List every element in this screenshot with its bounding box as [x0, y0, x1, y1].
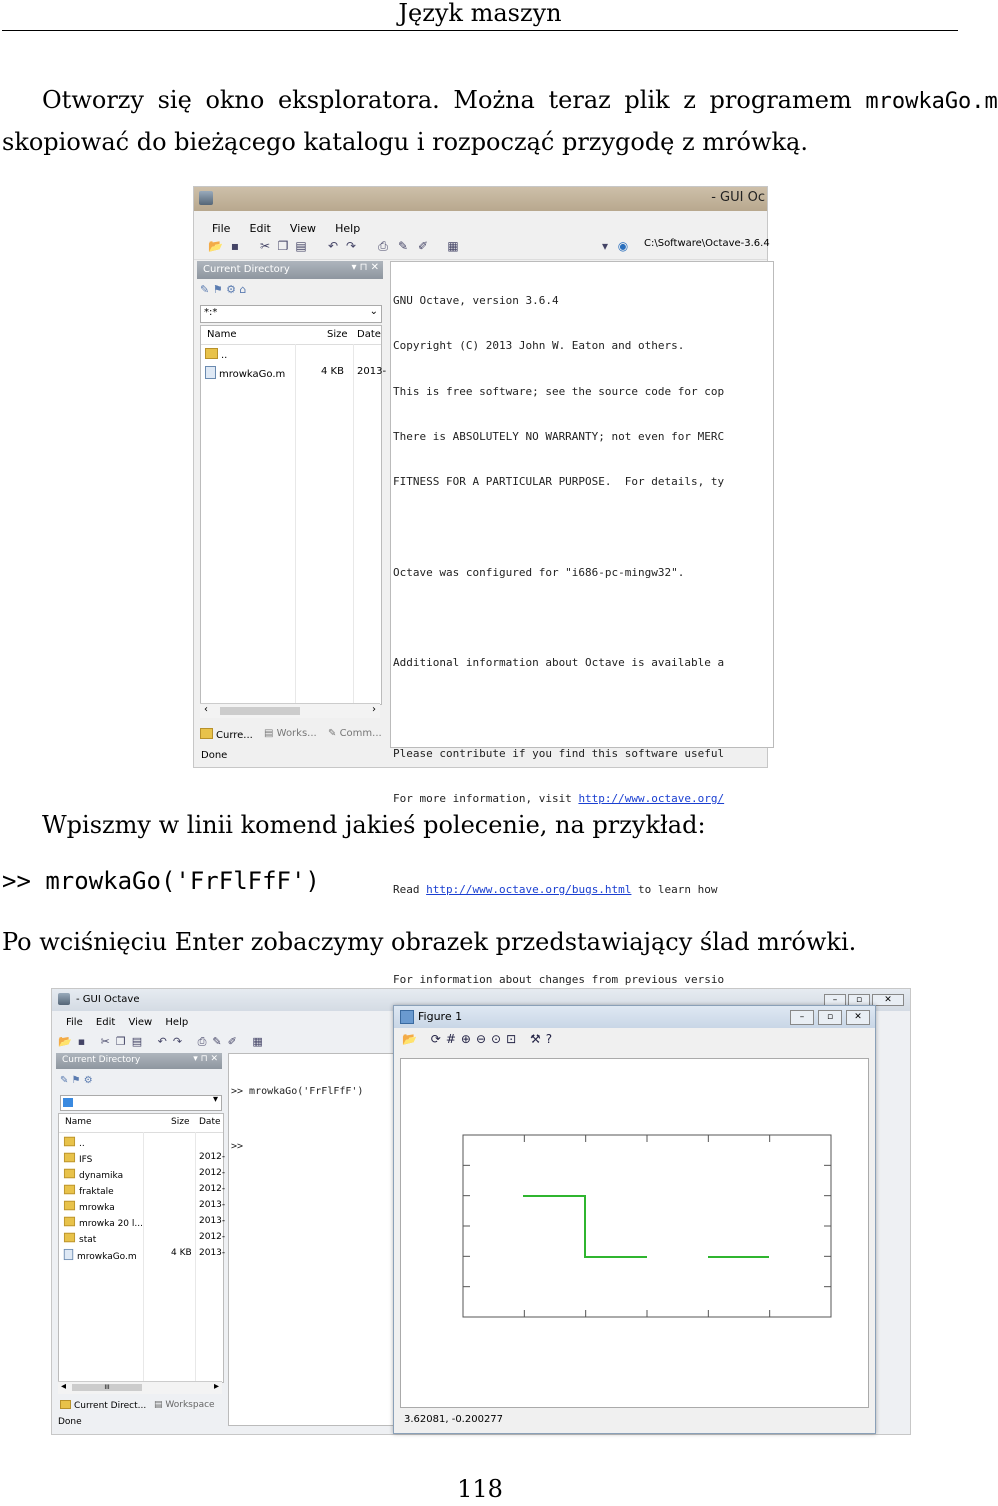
- list-item[interactable]: mrowka 2013-: [59, 1198, 223, 1214]
- example-command: >> mrowkaGo('FrFlFfF'): [2, 867, 320, 895]
- status-bar: Done: [201, 750, 228, 761]
- tab-command-history[interactable]: ✎ Comm...: [328, 728, 382, 739]
- folder-icon: [64, 1185, 75, 1194]
- maximize-icon[interactable]: ▫: [848, 994, 870, 1006]
- menu-edit[interactable]: Edit: [95, 1017, 116, 1028]
- horizontal-scrollbar[interactable]: [58, 1381, 222, 1394]
- screenshot-octave-figure: [51, 988, 911, 1435]
- paragraph-1-text-a: Otworzy się okno eksploratora. Można teraz plik z programem: [42, 86, 866, 114]
- paragraph-1: [2, 80, 998, 162]
- folder-icon: [64, 1137, 75, 1146]
- column-date[interactable]: Date: [357, 329, 381, 340]
- folder-icon: [64, 1201, 75, 1210]
- minimize-icon[interactable]: –: [790, 1010, 814, 1025]
- menu-file[interactable]: File: [212, 222, 231, 235]
- figure-app-icon: [400, 1010, 414, 1024]
- brush-icon[interactable]: ✎: [397, 239, 409, 253]
- open-folder-icon[interactable]: 📂: [58, 1035, 78, 1048]
- zoom-in-icon[interactable]: ⊕: [460, 1032, 476, 1046]
- tab-current-directory[interactable]: Current Direct...: [60, 1400, 146, 1411]
- list-item[interactable]: stat 2012-: [59, 1230, 223, 1246]
- menu-bar: [66, 1017, 188, 1028]
- paste-icon[interactable]: ▤: [295, 239, 307, 253]
- file-list-header: Name Size Date: [59, 1114, 223, 1133]
- column-size[interactable]: Size: [327, 329, 348, 340]
- open-icon[interactable]: 📂: [402, 1032, 422, 1046]
- save-icon[interactable]: ▪: [230, 239, 240, 253]
- ant-trace-line: [523, 1196, 769, 1257]
- folder-icon: [64, 1153, 75, 1162]
- list-item[interactable]: dynamika 2012-: [59, 1166, 223, 1182]
- list-item[interactable]: mrowkaGo.m 4 KB 2013-: [59, 1246, 223, 1262]
- copy-icon[interactable]: ❐: [277, 239, 289, 253]
- figure-title: Figure 1: [418, 1010, 463, 1023]
- command-window[interactable]: >> mrowkaGo('FrFlFfF') >>: [228, 1053, 402, 1426]
- menu-help[interactable]: Help: [335, 222, 361, 235]
- panel-tabs: [198, 725, 384, 743]
- help-icon[interactable]: ?: [545, 1032, 558, 1046]
- print-icon[interactable]: ⎙: [197, 1035, 213, 1048]
- status-bar: Done: [58, 1417, 82, 1427]
- list-item[interactable]: IFS 2012-: [59, 1150, 223, 1166]
- redo-icon[interactable]: ↷: [172, 1035, 189, 1048]
- list-item[interactable]: mrowkaGo.m 4 KB 2013-: [201, 364, 381, 380]
- file-list: [58, 1113, 224, 1383]
- path-combo[interactable]: [60, 1095, 222, 1111]
- grid-icon[interactable]: #: [445, 1032, 461, 1046]
- file-list: [200, 325, 387, 705]
- maximize-icon[interactable]: ▫: [818, 1010, 842, 1025]
- chevron-down-icon[interactable]: ▾: [212, 1094, 218, 1105]
- current-directory-panel-title: Current Directory: [62, 1055, 141, 1065]
- m-file-icon: [64, 1249, 73, 1260]
- zoom-box-icon[interactable]: ⊡: [506, 1032, 522, 1046]
- menu-view[interactable]: View: [289, 222, 317, 235]
- copy-icon[interactable]: ❐: [115, 1035, 132, 1048]
- paragraph-1-code: mrowkaGo.m: [865, 89, 998, 114]
- head-rule: [2, 30, 958, 31]
- scroll-left-icon[interactable]: ◂: [61, 1381, 67, 1392]
- scroll-right-icon[interactable]: ›: [372, 704, 376, 715]
- folder-icon: [64, 1169, 75, 1178]
- tab-current-directory[interactable]: Curre...: [200, 728, 253, 741]
- path-combo-value: *:*: [204, 307, 218, 318]
- octave-website-link[interactable]: http://www.octave.org/: [578, 792, 725, 806]
- plot-area[interactable]: [400, 1058, 869, 1408]
- folder-icon: [205, 348, 218, 359]
- paragraph-3: Po wciśnięciu Enter zobaczymy obrazek przedstawiający ślad mrówki.: [2, 928, 857, 956]
- panel-controls-icon[interactable]: ▾ ⊓ ✕: [193, 1054, 218, 1064]
- menu-help[interactable]: Help: [165, 1017, 189, 1028]
- print-icon[interactable]: ⎙: [378, 239, 388, 253]
- console-prompt[interactable]: >>: [231, 1141, 244, 1152]
- m-file-icon: [205, 366, 216, 379]
- paragraph-2: Wpiszmy w linii komend jakieś polecenie, na przykład:: [42, 811, 706, 839]
- brush-icon[interactable]: ✎: [212, 1035, 228, 1048]
- bugs-page-link[interactable]: http://www.octave.org/bugs.html: [426, 882, 632, 896]
- close-icon[interactable]: ✕: [846, 1010, 870, 1025]
- cursor-coordinates: 3.62081, -0.200277: [404, 1414, 504, 1425]
- tab-workspace[interactable]: ▤ Works...: [264, 728, 317, 739]
- save-icon[interactable]: ▪: [77, 1035, 92, 1048]
- cut-icon[interactable]: ✂: [100, 1035, 116, 1048]
- doc-icon[interactable]: ▦: [447, 239, 459, 253]
- window-title: - GUI Oc: [711, 190, 765, 205]
- zoom-icon[interactable]: ⊙: [491, 1032, 507, 1046]
- panel-tabs: [58, 1397, 224, 1415]
- path-combo[interactable]: [200, 305, 382, 323]
- browse-icons[interactable]: ✎ ⚑ ⚙: [60, 1075, 93, 1086]
- help-icon[interactable]: ◉: [617, 239, 629, 253]
- open-folder-icon[interactable]: 📂: [208, 239, 223, 253]
- figure-window: [393, 1005, 876, 1434]
- current-directory-panel-title: Current Directory: [203, 264, 290, 275]
- chevron-down-icon[interactable]: ⌄: [369, 306, 378, 317]
- window-titlebar: [194, 187, 767, 211]
- undo-icon[interactable]: ↶: [327, 239, 339, 253]
- current-directory-panel-header: [56, 1053, 222, 1069]
- zoom-out-icon[interactable]: ⊖: [475, 1032, 492, 1046]
- scroll-thumb[interactable]: [220, 707, 300, 715]
- folder-icon: [64, 1233, 75, 1242]
- running-head: Język maszyn: [398, 0, 562, 27]
- scroll-thumb[interactable]: III: [72, 1384, 142, 1391]
- list-item[interactable]: ..: [201, 346, 381, 362]
- tab-workspace[interactable]: ▤ Workspace: [154, 1400, 215, 1410]
- menu-file[interactable]: File: [66, 1017, 83, 1028]
- tool-icon[interactable]: ✐: [227, 1035, 243, 1048]
- octave-app-icon: [199, 191, 213, 205]
- toolbar: [58, 1035, 269, 1049]
- undo-icon[interactable]: ↶: [157, 1035, 173, 1048]
- command-window[interactable]: GNU Octave, version 3.6.4 Copyright (C) 2013 John W. Eaton and others. This is free software; see the source code for cop There is ABSOLUTELY NO WARRANTY; not even for MERC FITNESS FOR A PARTICULAR PURPOSE. For details, ty Octave was configured for "i686-pc-mingw32". Additional information about Octave is available a Please contribute if you find this software useful For more information, visit http://www.octave.org/ Read http://www.octave.org/bugs.html to learn how For information about changes from previous versio: [390, 261, 774, 748]
- figure-titlebar: [394, 1006, 875, 1028]
- menu-edit[interactable]: Edit: [249, 222, 271, 235]
- settings-icon[interactable]: ⚒: [529, 1032, 546, 1046]
- toolbar: [194, 233, 770, 260]
- menu-view[interactable]: View: [128, 1017, 153, 1028]
- cut-icon[interactable]: ✂: [259, 239, 271, 253]
- figure-toolbar: [402, 1032, 557, 1046]
- list-item[interactable]: ..: [59, 1134, 223, 1150]
- paste-icon[interactable]: ▤: [131, 1035, 149, 1048]
- list-item[interactable]: mrowka 20 l... 2013-: [59, 1214, 223, 1230]
- close-icon[interactable]: ✕: [872, 994, 904, 1006]
- octave-app-icon: [58, 993, 70, 1005]
- scroll-left-icon[interactable]: ‹: [204, 704, 208, 715]
- current-directory-field[interactable]: C:\Software\Octave-3.6.4: [644, 238, 770, 249]
- scroll-right-icon[interactable]: ▸: [213, 1381, 219, 1392]
- dropdown-arrow-icon[interactable]: ▾: [601, 239, 609, 253]
- ant-trace-plot: [401, 1059, 868, 1407]
- plot-axes-box: [463, 1135, 831, 1317]
- tool-icon[interactable]: ✐: [417, 239, 429, 253]
- paragraph-1-text-b: skopiować do bieżącego katalogu i rozpocząć przygodę z mrówką.: [2, 128, 808, 156]
- page-number: 118: [457, 1475, 503, 1503]
- panel-controls-icon[interactable]: ▾ ⊓ ✕: [351, 262, 379, 273]
- current-directory-panel-header: [197, 261, 383, 279]
- minimize-icon[interactable]: –: [824, 994, 846, 1006]
- redo-icon[interactable]: ↷: [345, 239, 357, 253]
- folder-icon: [64, 1217, 75, 1226]
- file-list-header: [201, 326, 381, 345]
- menu-bar: [194, 213, 767, 233]
- list-item[interactable]: fraktale 2012-: [59, 1182, 223, 1198]
- horizontal-scrollbar[interactable]: [200, 703, 380, 718]
- rotate-icon[interactable]: ⟳: [430, 1032, 446, 1046]
- window-title: - GUI Octave: [76, 994, 140, 1005]
- browse-icons[interactable]: ✎ ⚑ ⚙ ⌂: [200, 283, 247, 296]
- doc-icon[interactable]: ▦: [252, 1035, 269, 1048]
- column-name[interactable]: Name: [207, 329, 237, 340]
